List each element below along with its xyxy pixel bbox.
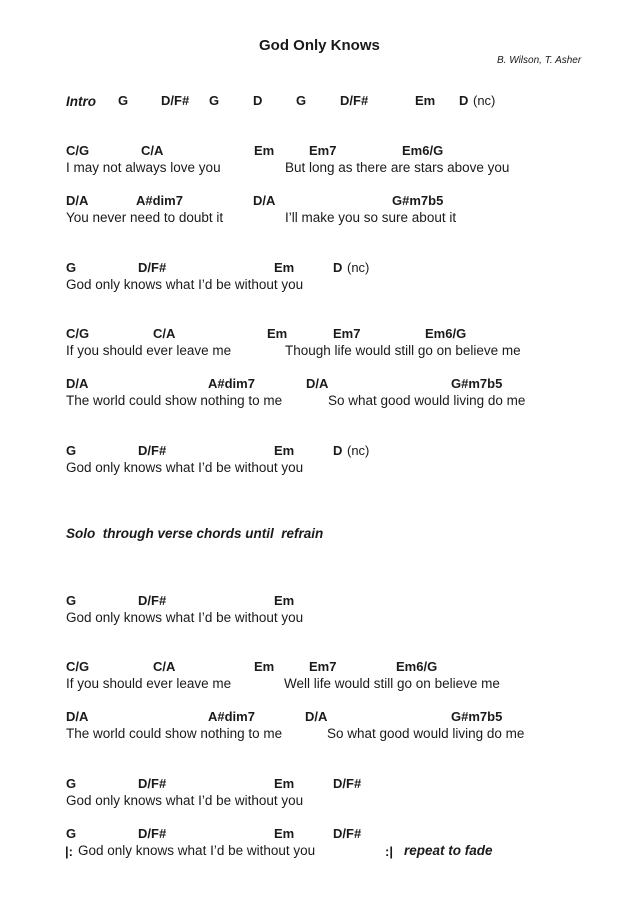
chord: Em <box>274 260 295 275</box>
chord: D/F# <box>138 826 167 841</box>
chord: D/A <box>253 193 276 208</box>
chord: A#dim7 <box>208 376 255 391</box>
chord: Em <box>274 826 295 841</box>
no-chord-mark: (nc) <box>347 260 370 275</box>
chord: G#m7b5 <box>451 376 503 391</box>
lyric-line: So what good would living do me <box>327 726 525 741</box>
chord: G <box>118 93 129 108</box>
chord: Em <box>274 443 295 458</box>
chord: D/F# <box>340 93 369 108</box>
chord: C/G <box>66 143 90 158</box>
chord: D/A <box>66 193 89 208</box>
chord: Em7 <box>309 659 337 674</box>
chord: D/A <box>305 709 328 724</box>
repeat-start-sign: |: <box>65 844 73 859</box>
solo-instruction: Solo through verse chords until refrain <box>66 526 324 541</box>
chord: G <box>209 93 220 108</box>
chord: G#m7b5 <box>451 709 503 724</box>
chord: G#m7b5 <box>392 193 444 208</box>
lyric-line: The world could show nothing to me <box>66 726 283 741</box>
chord: D/A <box>66 376 89 391</box>
chord: C/G <box>66 326 90 341</box>
chord: Em6/G <box>396 659 438 674</box>
chord: C/A <box>153 659 176 674</box>
intro-label: Intro <box>66 94 96 109</box>
chord: Em <box>254 143 275 158</box>
chord: C/G <box>66 659 90 674</box>
lyric-line: Though life would still go on believe me <box>285 343 521 358</box>
repeat-end-sign: :| <box>385 844 393 859</box>
lyric-line: God only knows what I’d be without you <box>78 843 316 858</box>
chord: Em7 <box>309 143 337 158</box>
chord: G <box>296 93 307 108</box>
chord: C/A <box>153 326 176 341</box>
chord: D/A <box>66 709 89 724</box>
lyric-line: God only knows what I’d be without you <box>66 610 304 625</box>
chord: Em7 <box>333 326 361 341</box>
lyric-line: The world could show nothing to me <box>66 393 283 408</box>
chord: D <box>253 93 263 108</box>
chord: Em <box>267 326 288 341</box>
lyric-line: If you should ever leave me <box>66 676 232 691</box>
chord: A#dim7 <box>208 709 255 724</box>
chord: D/A <box>306 376 329 391</box>
chord: G <box>66 776 77 791</box>
lyric-line: But long as there are stars above you <box>285 160 510 175</box>
lyric-line: I’ll make you so sure about it <box>285 210 457 225</box>
chord: D/F# <box>333 826 362 841</box>
chord: Em <box>274 776 295 791</box>
lyric-line: God only knows what I’d be without you <box>66 793 304 808</box>
chord: C/A <box>141 143 164 158</box>
chord: D/F# <box>161 93 190 108</box>
chord: G <box>66 443 77 458</box>
chord: D <box>333 260 343 275</box>
chord: D <box>333 443 343 458</box>
chord: D/F# <box>138 776 167 791</box>
repeat-to-fade-instruction: repeat to fade <box>404 843 493 858</box>
lyric-line: God only knows what I’d be without you <box>66 460 304 475</box>
lyric-line: If you should ever leave me <box>66 343 232 358</box>
song-title: God Only Knows <box>259 37 380 54</box>
chord: G <box>66 826 77 841</box>
chord: A#dim7 <box>136 193 183 208</box>
lyric-line: Well life would still go on believe me <box>284 676 500 691</box>
chord: G <box>66 260 77 275</box>
lyric-line: God only knows what I’d be without you <box>66 277 304 292</box>
no-chord-mark: (nc) <box>473 93 496 108</box>
chord: Em <box>254 659 275 674</box>
chord: G <box>66 593 77 608</box>
lyric-line: I may not always love you <box>66 160 221 175</box>
chord: D/F# <box>138 260 167 275</box>
no-chord-mark: (nc) <box>347 443 370 458</box>
chord: Em6/G <box>425 326 467 341</box>
lyric-line: You never need to doubt it <box>66 210 224 225</box>
chord: D/F# <box>138 443 167 458</box>
chord: Em <box>274 593 295 608</box>
chord: Em <box>415 93 436 108</box>
chord: D/F# <box>138 593 167 608</box>
lyric-line: So what good would living do me <box>328 393 526 408</box>
song-authors: B. Wilson, T. Asher <box>497 55 582 66</box>
chord: Em6/G <box>402 143 444 158</box>
chord: D <box>459 93 469 108</box>
chord: D/F# <box>333 776 362 791</box>
